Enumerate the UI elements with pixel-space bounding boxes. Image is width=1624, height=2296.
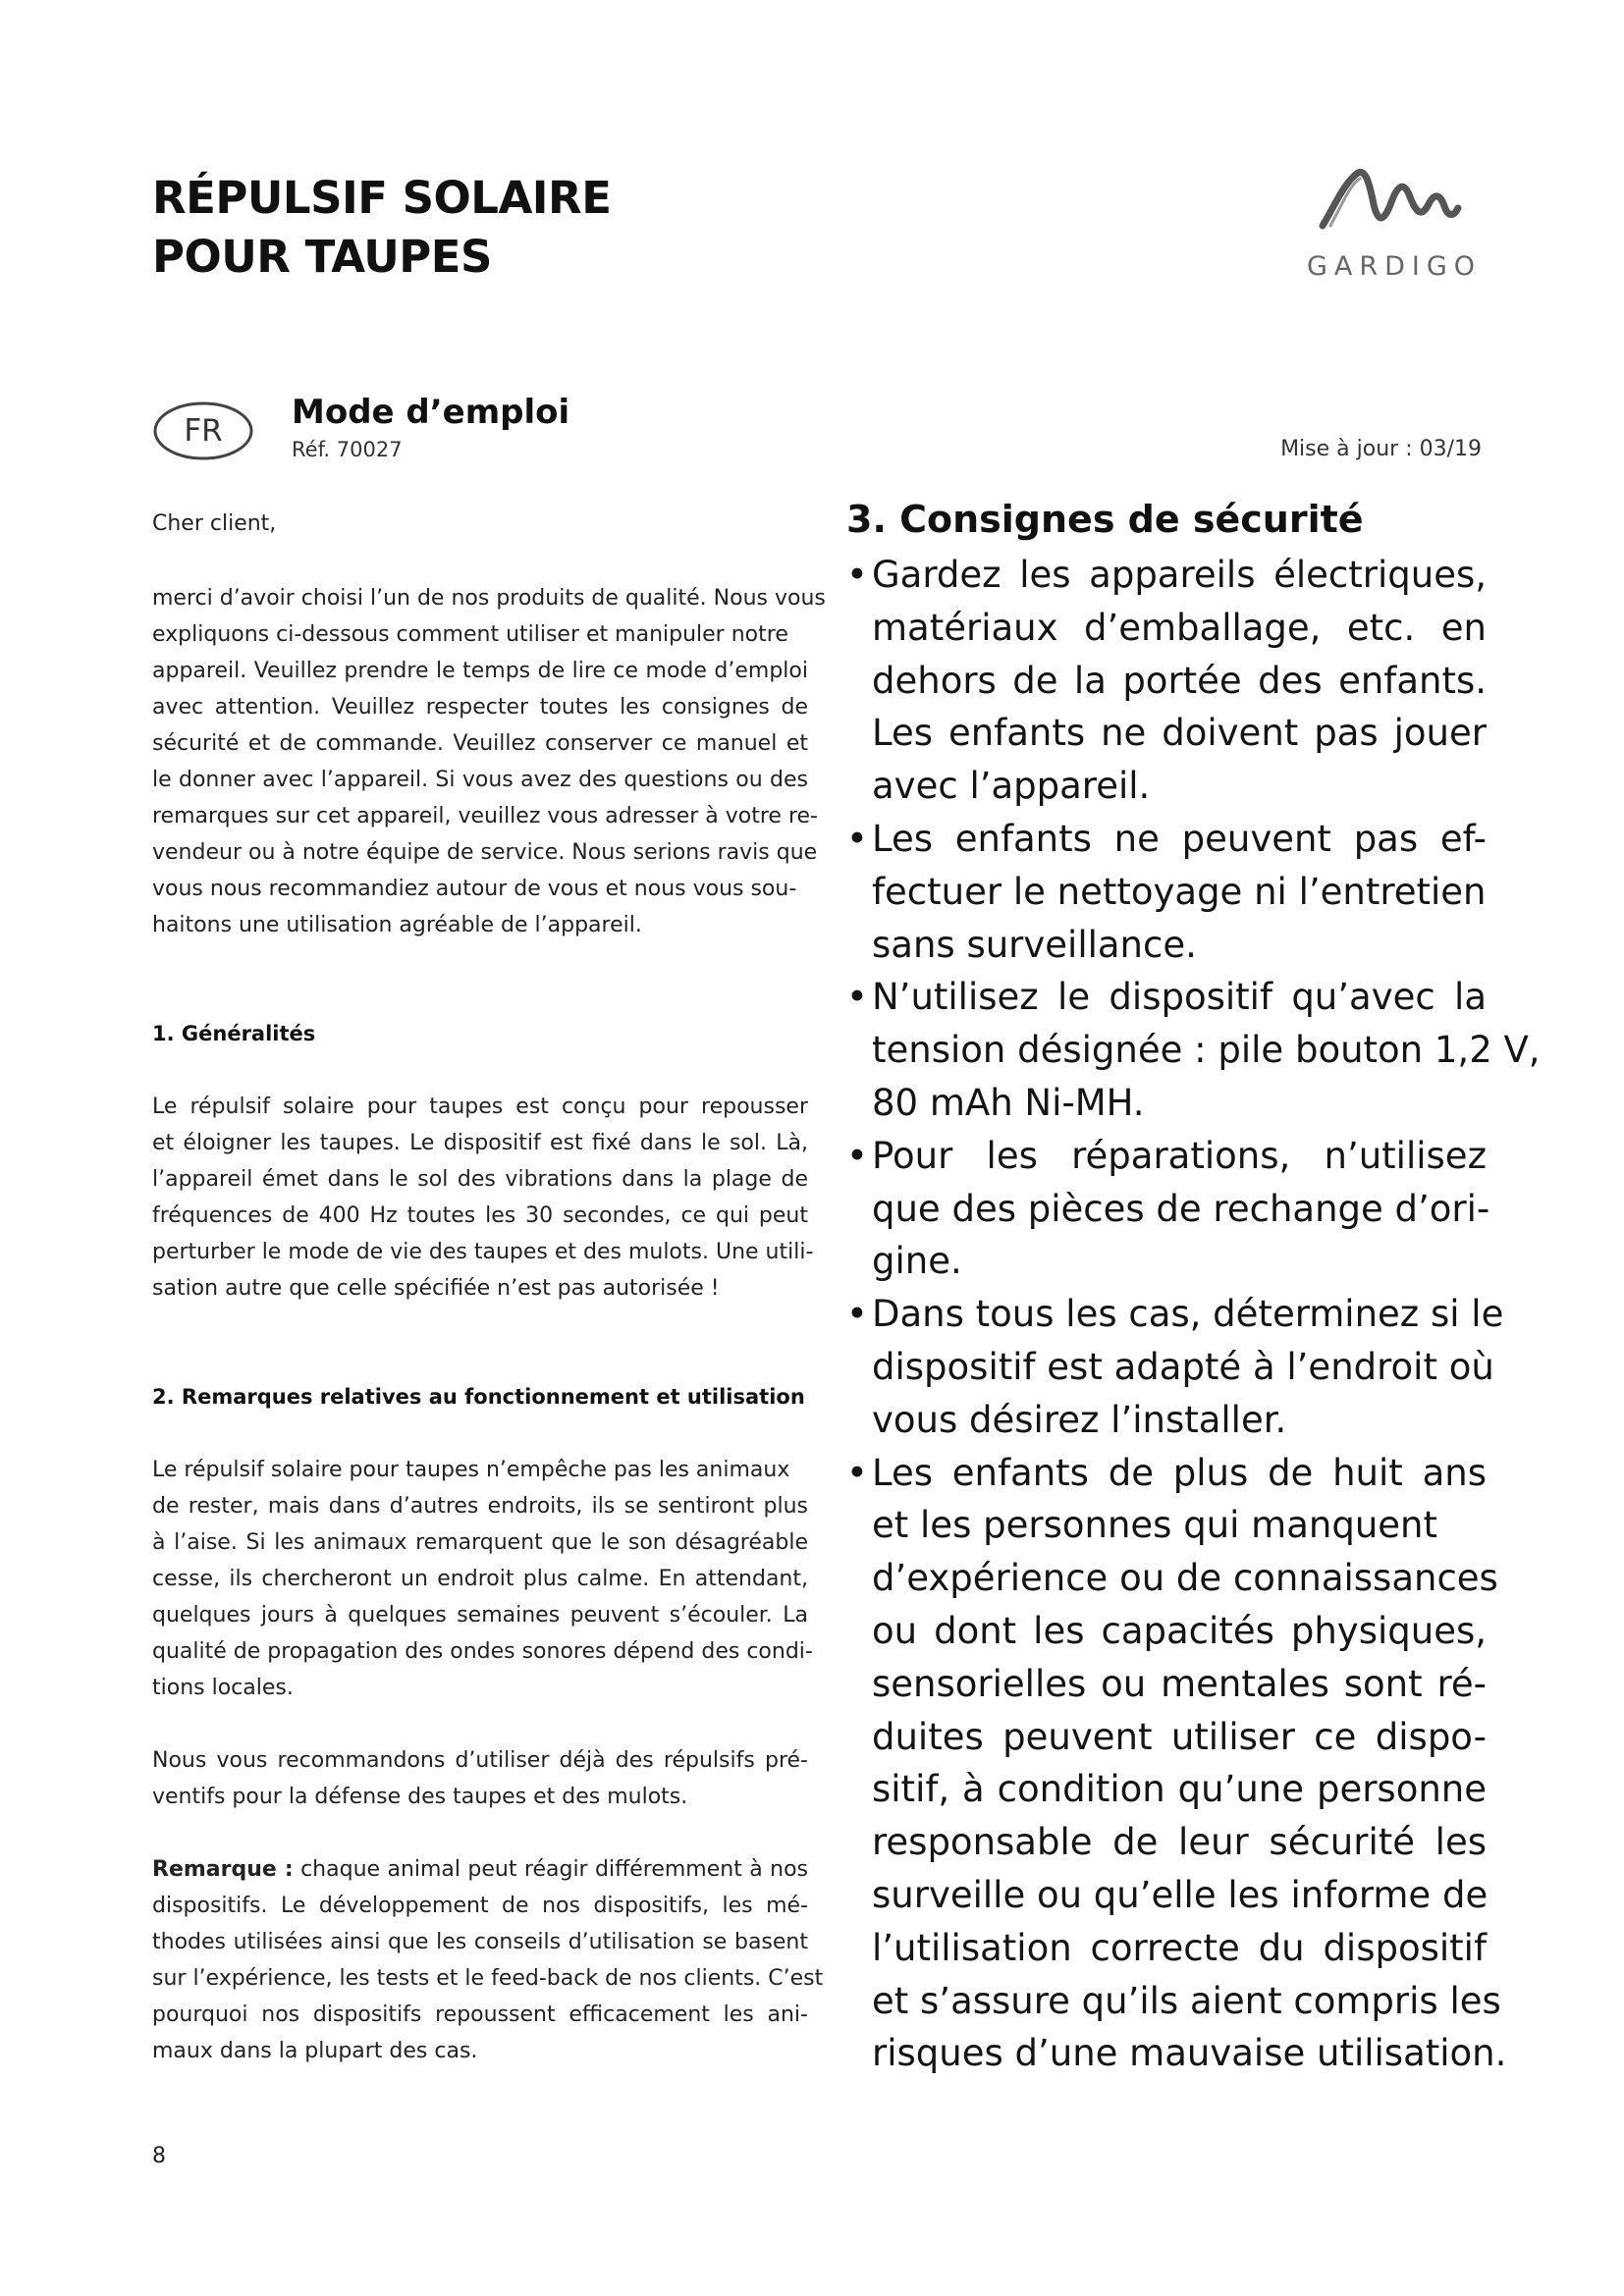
bullet-icon: • <box>846 817 868 860</box>
text-line: Nous vous recommandons d’utiliser déjà des répulsifs pré- <box>152 1748 808 1773</box>
text-line: Le répulsif solaire pour taupes n’empêche pas les animaux <box>152 1458 790 1482</box>
text-line: vous nous recommandiez autour de vous et nous vous sou- <box>152 877 797 901</box>
bullet-line: sitif, à condition qu’une personne <box>872 1768 1487 1811</box>
safety-bullet-6 <box>846 1447 1507 2081</box>
section-1-body <box>152 1089 814 1307</box>
bullet-line: surveille ou qu’elle les informe de <box>872 1873 1489 1916</box>
text-line: quelques jours à quelques semaines peuvent s’écouler. La <box>152 1603 808 1628</box>
remark-text: chaque animal peut réagir différemment à nos <box>293 1857 808 1882</box>
reference-number: Réf. 70027 <box>292 438 403 461</box>
title-line-2: POUR TAUPES <box>152 231 492 283</box>
remark-paragraph <box>152 1851 824 2069</box>
safety-bullet-4 <box>846 1130 1490 1288</box>
bullet-line: ou dont les capacités physiques, <box>872 1609 1487 1652</box>
bullet-line: • N’utilisez le dispositif qu’avec la <box>846 971 1487 1024</box>
section-2-heading <box>152 1379 808 1415</box>
bullet-line: dehors de la portée des enfants. <box>872 659 1487 702</box>
bullet-icon: • <box>846 1134 868 1177</box>
bullet-line: l’utilisation correcte du dispositif <box>872 1926 1487 1969</box>
bullet-line: vous désirez l’installer. <box>872 1398 1287 1441</box>
bullet-line: et s’assure qu’ils aient compris les <box>872 1979 1501 2022</box>
text-line: le donner avec l’appareil. Si vous avez des questions ou des <box>152 768 808 792</box>
bullet-line: et les personnes qui manquent <box>872 1504 1437 1547</box>
text-line: dispositifs. Le développement de nos dispositifs, les mé- <box>152 1894 808 1918</box>
gardigo-logo <box>1301 165 1488 283</box>
text-line: remarques sur cet appareil, veuillez vous adresser à votre re- <box>152 804 818 828</box>
section-1-heading <box>152 1016 808 1052</box>
bullet-line: sensorielles ou mentales sont ré- <box>872 1662 1487 1705</box>
safety-bullet-5 <box>846 1288 1504 1446</box>
bullet-line: matériaux d’emballage, etc. en <box>872 606 1487 649</box>
bullet-line: • Gardez les appareils électriques, <box>846 549 1487 602</box>
remark-first-line <box>152 1851 808 1888</box>
language-badge <box>152 400 254 461</box>
language-code: FR <box>184 413 223 449</box>
text-line: pourquoi nos dispositifs repoussent efficacement les ani- <box>152 2002 808 2027</box>
bullet-line: • Dans tous les cas, déterminez si le <box>846 1288 1487 1341</box>
bullet-line: • Les enfants de plus de huit ans <box>846 1447 1487 1500</box>
title-line-1: RÉPULSIF SOLAIRE <box>152 172 612 224</box>
mode-heading: Mode d’emploi <box>292 393 570 432</box>
bullet-line: Les enfants ne doivent pas jouer <box>872 712 1487 755</box>
bullet-line: que des pièces de rechange d’ori- <box>872 1187 1490 1230</box>
bullet-line: responsable de leur sécurité les <box>872 1821 1487 1864</box>
safety-section <box>846 490 1541 2080</box>
safety-title: 3. Consignes de sécurité <box>846 498 1364 541</box>
text-line: de rester, mais dans d’autres endroits, ils se sentiront plus <box>152 1494 808 1519</box>
bullet-icon: • <box>846 976 868 1019</box>
text-line: haitons une utilisation agréable de l’appareil. <box>152 913 642 937</box>
text-line: maux dans la plupart des cas. <box>152 2039 478 2063</box>
text-line: merci d’avoir choisi l’un de nos produits de qualité. Nous vous <box>152 586 826 611</box>
bullet-line: sans surveillance. <box>872 923 1197 966</box>
update-date: Mise à jour : 03/19 <box>1280 437 1482 461</box>
text-line: qualité de propagation des ondes sonores dépend des condi- <box>152 1639 813 1664</box>
text-line: tions locales. <box>152 1676 294 1700</box>
bullet-line: risques d’une mauvaise utilisation. <box>872 2032 1507 2075</box>
bullet-line: 80 mAh Ni-MH. <box>872 1081 1145 1124</box>
document-title <box>152 169 611 287</box>
text-line: expliquons ci-dessous comment utiliser et manipuler notre <box>152 622 788 647</box>
section-2-title: 2. Remarques relatives au fonctionnement et utilisation <box>152 1385 805 1409</box>
text-line: perturber le mode de vie des taupes et des mulots. Une utili- <box>152 1240 814 1264</box>
text-line: à l’aise. Si les animaux remarquent que le son désagréable <box>152 1530 808 1555</box>
safety-bullet-1 <box>846 549 1487 813</box>
text-line: cesse, ils chercheront un endroit plus calme. En attendant, <box>152 1567 808 1591</box>
bullet-line: fectuer le nettoyage ni l’entretien <box>872 870 1487 913</box>
text-line: et éloigner les taupes. Le dispositif est fixé dans le sol. Là, <box>152 1131 808 1155</box>
text-line: sur l’expérience, les tests et le feed-back de nos clients. C’est <box>152 1966 824 1991</box>
remark-label: Remarque : <box>152 1857 294 1882</box>
section-1-title: 1. Généralités <box>152 1022 316 1045</box>
text-line: l’appareil émet dans le sol des vibrations dans la plage de <box>152 1167 808 1192</box>
text-line: thodes utilisées ainsi que les conseils d’utilisation se basent <box>152 1930 808 1954</box>
page-number: 8 <box>152 2144 166 2168</box>
text-line: sation autre que celle spécifiée n’est pas autorisée ! <box>152 1276 720 1301</box>
bullet-line: dispositif est adapté à l’endroit où <box>872 1345 1494 1388</box>
text-line: fréquences de 400 Hz toutes les 30 secondes, ce qui peut <box>152 1203 808 1228</box>
bullet-line: avec l’appareil. <box>872 765 1151 808</box>
bullet-line: gine. <box>872 1240 962 1283</box>
text-line: appareil. Veuillez prendre le temps de lire ce mode d’emploi <box>152 659 808 683</box>
bullet-line: tension désignée : pile bouton 1,2 V, <box>872 1029 1541 1072</box>
safety-bullet-3 <box>846 971 1541 1129</box>
text-line: avec attention. Veuillez respecter toutes les consignes de <box>152 695 808 720</box>
bullet-icon: • <box>846 1293 868 1336</box>
greeting <box>152 506 808 542</box>
gardigo-wave-icon <box>1301 165 1488 243</box>
text-line: ventifs pour la défense des taupes et des mulots. <box>152 1785 688 1809</box>
bullet-icon: • <box>846 554 868 596</box>
text-line: sécurité et de commande. Veuillez conserver ce manuel et <box>152 731 808 756</box>
bullet-line: duites peuvent utiliser ce dispo- <box>872 1715 1487 1758</box>
section-2-body <box>152 1452 813 1706</box>
bullet-line: d’expérience ou de connaissances <box>872 1557 1498 1600</box>
recommendation-paragraph <box>152 1742 808 1815</box>
bullet-icon: • <box>846 1451 868 1494</box>
bullet-line: • Les enfants ne peuvent pas ef- <box>846 813 1487 866</box>
intro-paragraph <box>152 580 826 943</box>
bullet-line: • Pour les réparations, n’utilisez <box>846 1130 1487 1183</box>
greeting-text: Cher client, <box>152 511 277 536</box>
text-line: Le répulsif solaire pour taupes est conçu pour repousser <box>152 1095 808 1119</box>
text-line: vendeur ou à notre équipe de service. Nous serions ravis que <box>152 840 818 865</box>
logo-text: GARDIGO <box>1306 251 1483 282</box>
safety-bullet-2 <box>846 813 1487 971</box>
